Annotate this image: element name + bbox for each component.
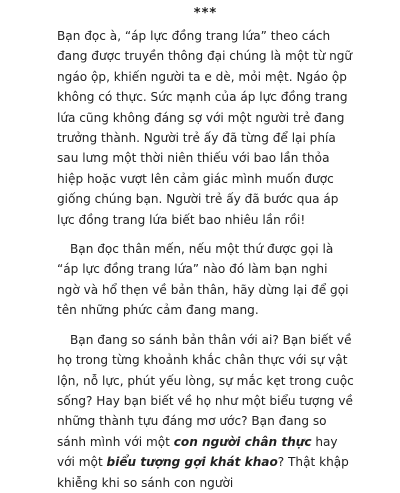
paragraph-3 <box>57 330 354 493</box>
paragraph-2: Bạn đọc thân mến, nếu một thứ được gọi là “áp lực đồng trang lứa” nào đó làm bạn nghi ngờ và hổ thẹn về bản thân, hãy dừng lại để gọi tên những phức cảm đang mang. <box>57 242 349 318</box>
paragraph-3-text-c: ? Thật khập khiễng khi so sánh con người <box>57 455 349 490</box>
paragraph-1: Bạn đọc à, “áp lực đồng trang lứa” theo cách đang được truyền thông đại chúng là một từ ngữ ngáo ộp, khiến người ta e dè, mỏi mệt. Ngáo ộp không có thực. Sức mạnh của áp lực đồng trang lứa cũng không đáng sợ với một người trẻ đang trưởng thành. Người trẻ ấy đã từng để lại phía sau lưng một thời niên thiếu với bao lần thỏa hiệp hoặc vượt lên cảm giác mình muốn được giống chúng bạn. Người trẻ ấy đã bước qua áp lực đồng trang lứa biết bao nhiêu lần rồi! <box>57 29 353 227</box>
emphasis-real-person: con người chân thực <box>173 434 312 449</box>
paragraph-3-text-b: hay với một <box>57 434 338 470</box>
paragraph-3-text-a: Bạn đang so sánh bản thân với ai? Bạn biết về họ trong từng khoảnh khắc chân thực với sự vật lộn, nỗ lực, phút yếu lòng, sự mắc kẹt trong cuộc sống? Hay bạn biết về họ như một biểu tượng về những thành tựu đáng mơ ước? Bạn đang so sánh mình với một <box>57 332 354 449</box>
emphasis-desire-symbol: biểu tượng gợi khát khao <box>106 455 278 470</box>
section-separator: *** <box>193 6 218 21</box>
